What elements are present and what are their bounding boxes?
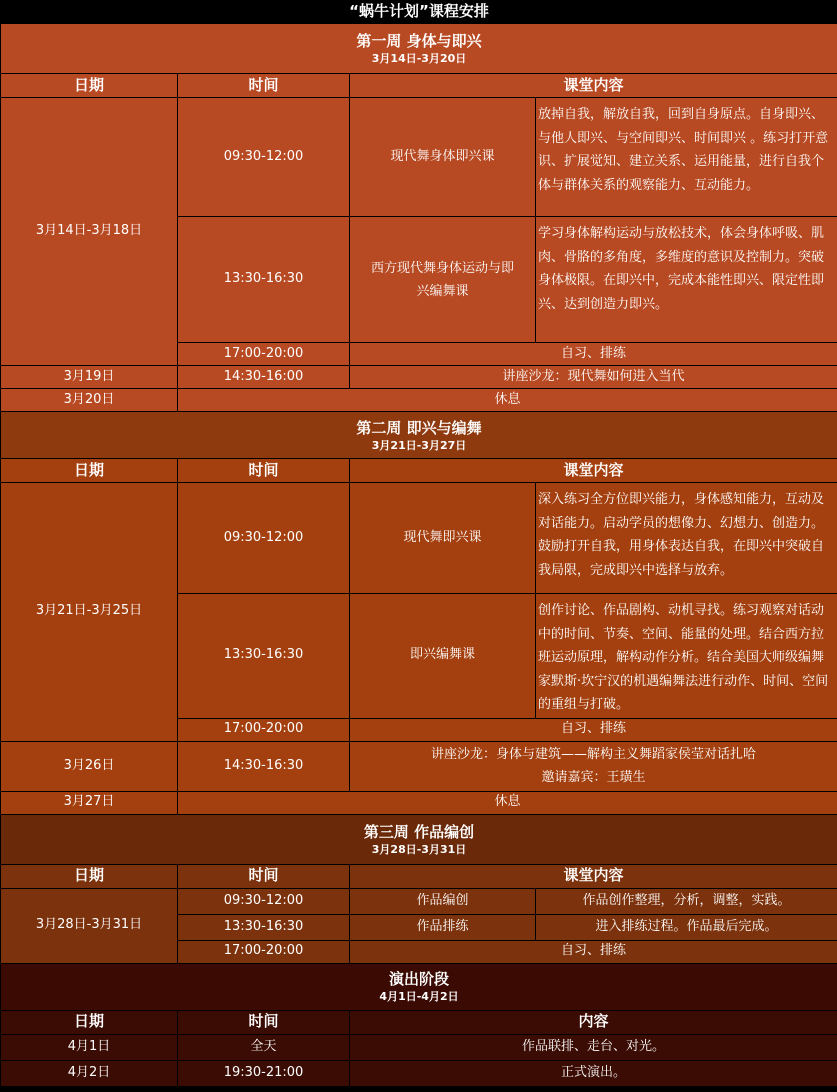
class-description: 作品创作整理，分析，调整，实践。	[536, 888, 837, 914]
class-name: 即兴编舞课	[350, 594, 536, 719]
week2-title: 第二周 即兴与编舞	[356, 418, 482, 437]
col-content: 课堂内容	[350, 864, 837, 888]
col-date: 日期	[1, 459, 178, 483]
class-name: 作品排练	[350, 914, 536, 940]
col-time: 时间	[178, 864, 350, 888]
class-name: 现代舞即兴课	[350, 483, 536, 594]
page-title: “蜗牛计划”课程安排	[1, 1, 837, 24]
rest-date: 3月27日	[1, 791, 178, 814]
class-time: 13:30-16:30	[178, 594, 350, 719]
col-date: 日期	[1, 1010, 178, 1034]
class-time: 13:30-16:30	[178, 914, 350, 940]
evening-time: 17:00-20:00	[178, 718, 350, 741]
performance-content: 作品联排、走台、对光。	[350, 1034, 837, 1060]
week2-range: 3月21日-3月27日	[371, 438, 467, 452]
evening-time: 17:00-20:00	[178, 940, 350, 963]
col-time: 时间	[178, 459, 350, 483]
class-description: 创作讨论、作品剧构、动机寻找。练习观察对话动中的时间、节奏、空间、能量的处理。结合西方拉班运动原理，解构动作分析。结合美国大师级编舞家默斯·坎宁汉的机遇编舞法进行动作、时间、空间的重组与打破。	[536, 594, 837, 719]
performance-content: 正式演出。	[350, 1060, 837, 1086]
week1-range: 3月14日-3月20日	[371, 52, 467, 65]
class-name: 西方现代舞身体运动与即兴编舞课	[350, 217, 536, 343]
week3-header	[1, 814, 837, 864]
salon-content	[350, 741, 837, 791]
class-description: 学习身体解构运动与放松技术，体会身体呼吸、肌肉、骨胳的多角度，多维度的意识及控制力。突破身体极限。在即兴中，完成本能性即兴、限定性即兴、达到创造力即兴。	[536, 217, 837, 343]
col-date: 日期	[1, 74, 178, 98]
class-description: 放掉自我，解放自我，回到自身原点。自身即兴、与他人即兴、与空间即兴、时间即兴 。练习打开意识、扩展觉知、建立关系、运用能量，进行自我个体与群体关系的观察能力、互动能力。	[536, 98, 837, 217]
rest-content: 休息	[178, 389, 837, 412]
salon-content: 讲座沙龙：现代舞如何进入当代	[350, 366, 837, 389]
class-time: 09:30-12:00	[178, 888, 350, 914]
rest-content: 休息	[178, 791, 837, 814]
salon-guest: 邀请嘉宾：王璜生	[541, 770, 646, 785]
performance-date: 4月1日	[1, 1034, 178, 1060]
class-time: 13:30-16:30	[178, 217, 350, 343]
performance-time: 19:30-21:00	[178, 1060, 350, 1086]
class-name: 现代舞身体即兴课	[350, 98, 536, 217]
week2-header	[1, 412, 837, 459]
performance-date: 4月2日	[1, 1060, 178, 1086]
salon-time: 14:30-16:00	[178, 366, 350, 389]
salon-date: 3月26日	[1, 741, 178, 791]
week3-title: 第三周 作品编创	[363, 822, 475, 841]
week3-block-date: 3月28日-3月31日	[1, 888, 178, 963]
class-description: 深入练习全方位即兴能力，身体感知能力，互动及对话能力。启动学员的想像力、幻想力、创造力。鼓励打开自我，用身体表达自我，在即兴中突破自我局限，完成即兴中选择与放弃。	[536, 483, 837, 594]
evening-content: 自习、排练	[350, 940, 837, 963]
col-content: 课堂内容	[350, 74, 837, 98]
class-time: 09:30-12:00	[178, 98, 350, 217]
evening-content: 自习、排练	[350, 718, 837, 741]
performance-header	[1, 963, 837, 1010]
class-time: 09:30-12:00	[178, 483, 350, 594]
col-content: 课堂内容	[350, 459, 837, 483]
performance-range: 4月1日-4月2日	[379, 990, 459, 1003]
week1-header	[1, 24, 837, 74]
col-content: 内容	[350, 1010, 837, 1034]
evening-content: 自习、排练	[350, 343, 837, 366]
salon-date: 3月19日	[1, 366, 178, 389]
col-time: 时间	[178, 74, 350, 98]
performance-title: 演出阶段	[389, 970, 450, 988]
rest-date: 3月20日	[1, 389, 178, 412]
class-description: 进入排练过程。作品最后完成。	[536, 914, 837, 940]
salon-time: 14:30-16:30	[178, 741, 350, 791]
col-time: 时间	[178, 1010, 350, 1034]
week1-block-date: 3月14日-3月18日	[1, 98, 178, 366]
evening-time: 17:00-20:00	[178, 343, 350, 366]
salon-topic: 讲座沙龙：身体与建筑——解构主义舞蹈家侯莹对话扎哈	[431, 747, 757, 762]
week3-range: 3月28日-3月31日	[371, 842, 467, 856]
class-name: 作品编创	[350, 888, 536, 914]
week1-title: 第一周 身体与即兴	[356, 32, 482, 50]
week2-block-date: 3月21日-3月25日	[1, 483, 178, 742]
col-date: 日期	[1, 864, 178, 888]
performance-time: 全天	[178, 1034, 350, 1060]
